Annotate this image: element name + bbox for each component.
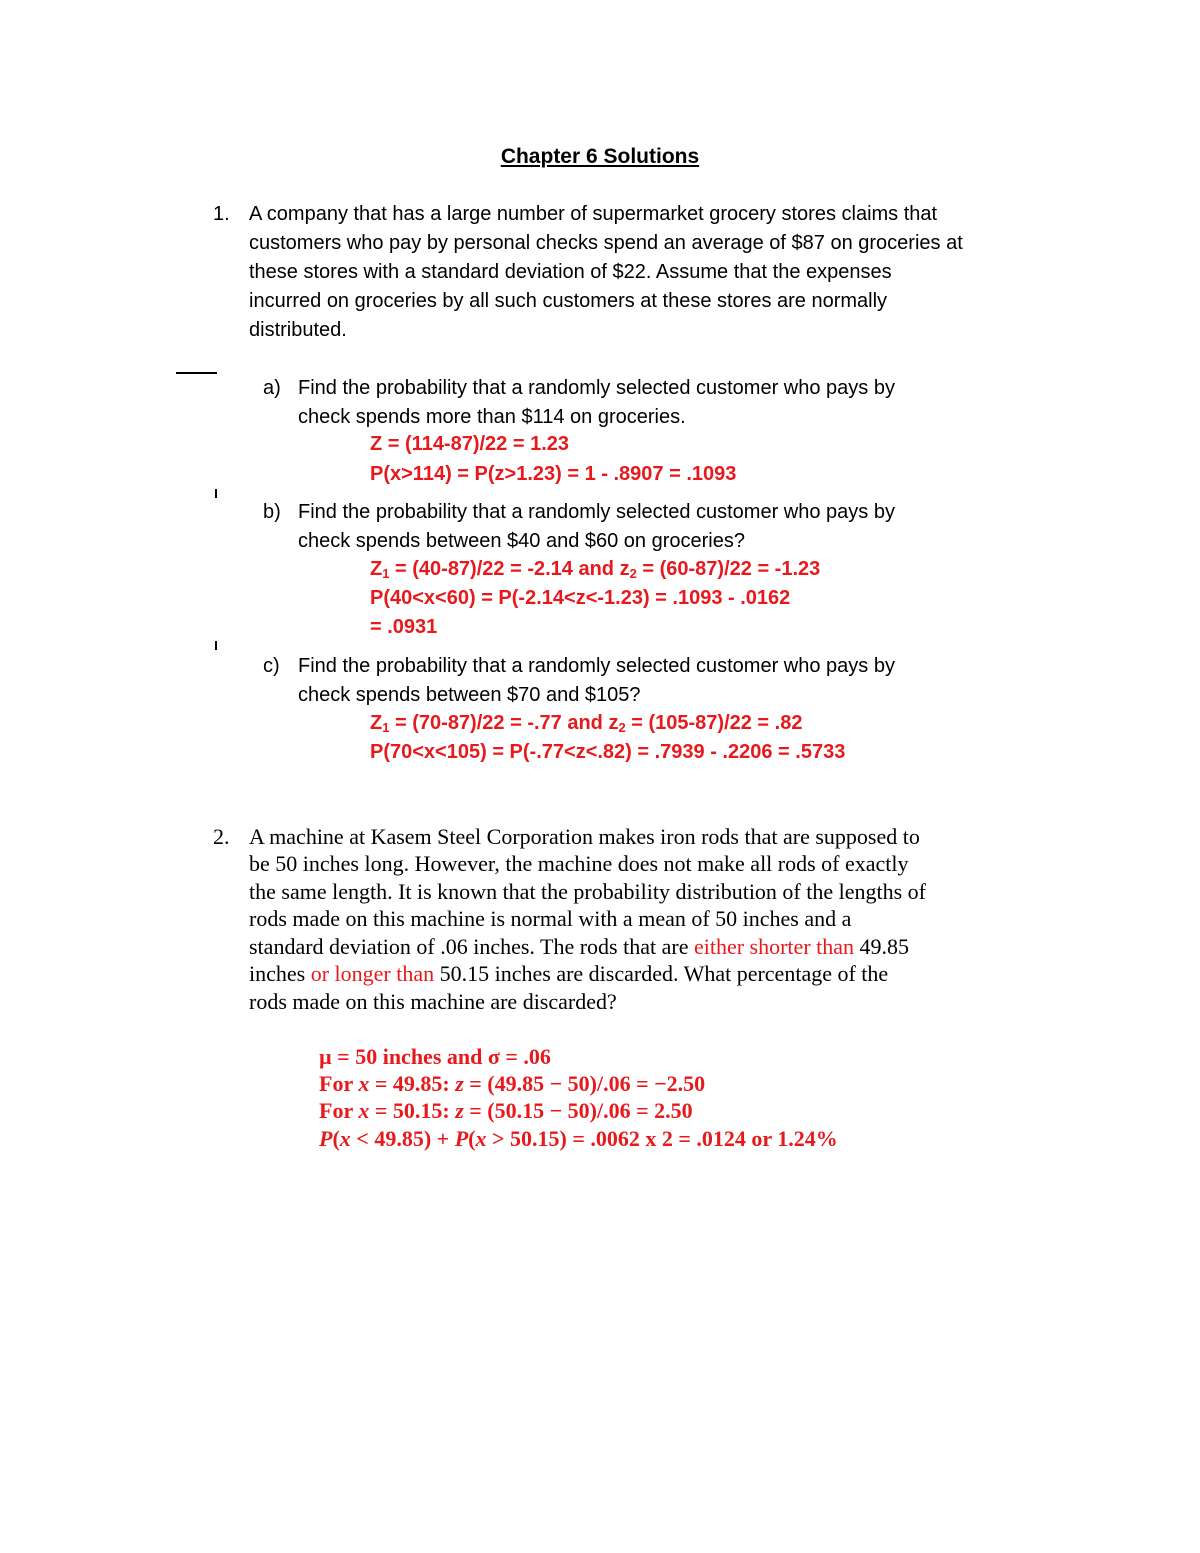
- question-text-line: A machine at Kasem Steel Corporation makes iron rods that are supposed to: [249, 824, 920, 849]
- solution-line: $Z_1 = (70-87)/22 = -.77$ and $z_2 = (105-87)/22 = .82$: [370, 712, 803, 735]
- highlight-text: either shorter than: [693, 934, 855, 959]
- page-title: Chapter 6 Solutions: [500, 145, 700, 168]
- solution-line: P(x < 49.85) + P(x > 50.15) = .0062 x 2 = .0124 or 1.24%: [319, 1126, 838, 1151]
- question-text-line: standard deviation of .06 inches. The rods that are either shorter than 49.85: [249, 934, 910, 959]
- question-text-line: rods made on this machine is normal with a mean of 50 inches and a: [249, 906, 852, 931]
- margin-line: [176, 372, 217, 374]
- question-text-line: these stores with a standard deviation of $22. Assume that the expenses: [249, 261, 892, 283]
- question-text-line: incurred on groceries by all such customers at these stores are normally: [249, 290, 888, 312]
- part-question-line: Find the probability that a randomly selected customer who pays by: [298, 501, 895, 523]
- question-text-line: distributed.: [249, 319, 347, 341]
- question-text-line: A company that has a large number of supermarket grocery stores claims that: [249, 203, 938, 225]
- part-label: b): [263, 501, 281, 523]
- solution-line: P(x>114) = P(z>1.23) = 1 - .8907 = .1093: [370, 463, 737, 485]
- margin-tick: [215, 641, 217, 650]
- part-label: c): [263, 655, 280, 677]
- part-question-line: check spends more than $114 on groceries.: [298, 406, 686, 428]
- solution-line: For x = 49.85: z = (49.85 − 50)/.06 = −2.50: [319, 1071, 706, 1096]
- highlight-text: or longer than: [310, 961, 435, 986]
- solution-line: = .0931: [370, 616, 438, 638]
- question-text-line: be 50 inches long. However, the machine does not make all rods of exactly: [249, 851, 909, 876]
- question-number: 2.: [213, 824, 230, 849]
- part-question-line: Find the probability that a randomly selected customer who pays by: [298, 377, 895, 399]
- part-label: a): [263, 377, 281, 399]
- solution-line: Z = (114-87)/22 = 1.23: [370, 433, 570, 455]
- question-text-line: inches or longer than 50.15 inches are discarded. What percentage of the: [249, 961, 889, 986]
- solution-line: P(40<x<60) = P(-2.14<z<-1.23) = .1093 - .0162: [370, 587, 791, 609]
- solution-line: P(70<x<105) = P(-.77<z<.82) = .7939 - .2206 = .5733: [370, 741, 846, 763]
- question-text-line: rods made on this machine are discarded?: [249, 989, 617, 1014]
- part-question-line: check spends between $40 and $60 on groceries?: [298, 530, 745, 552]
- part-question-line: Find the probability that a randomly selected customer who pays by: [298, 655, 895, 677]
- solution-line: $Z_1 = (40-87)/22 = -2.14$ and $z_2 = (60-87)/22 = -1.23$: [370, 558, 821, 581]
- question-text-line: the same length. It is known that the probability distribution of the lengths of: [249, 879, 927, 904]
- question-number: 1.: [213, 203, 230, 225]
- question-text-line: customers who pay by personal checks spend an average of $87 on groceries at: [249, 232, 963, 254]
- solution-line: µ = 50 inches and σ = .06: [319, 1044, 551, 1069]
- solution-line: For x = 50.15: z = (50.15 − 50)/.06 = 2.50: [319, 1098, 693, 1123]
- margin-tick: [215, 489, 217, 498]
- part-question-line: check spends between $70 and $105?: [298, 684, 641, 706]
